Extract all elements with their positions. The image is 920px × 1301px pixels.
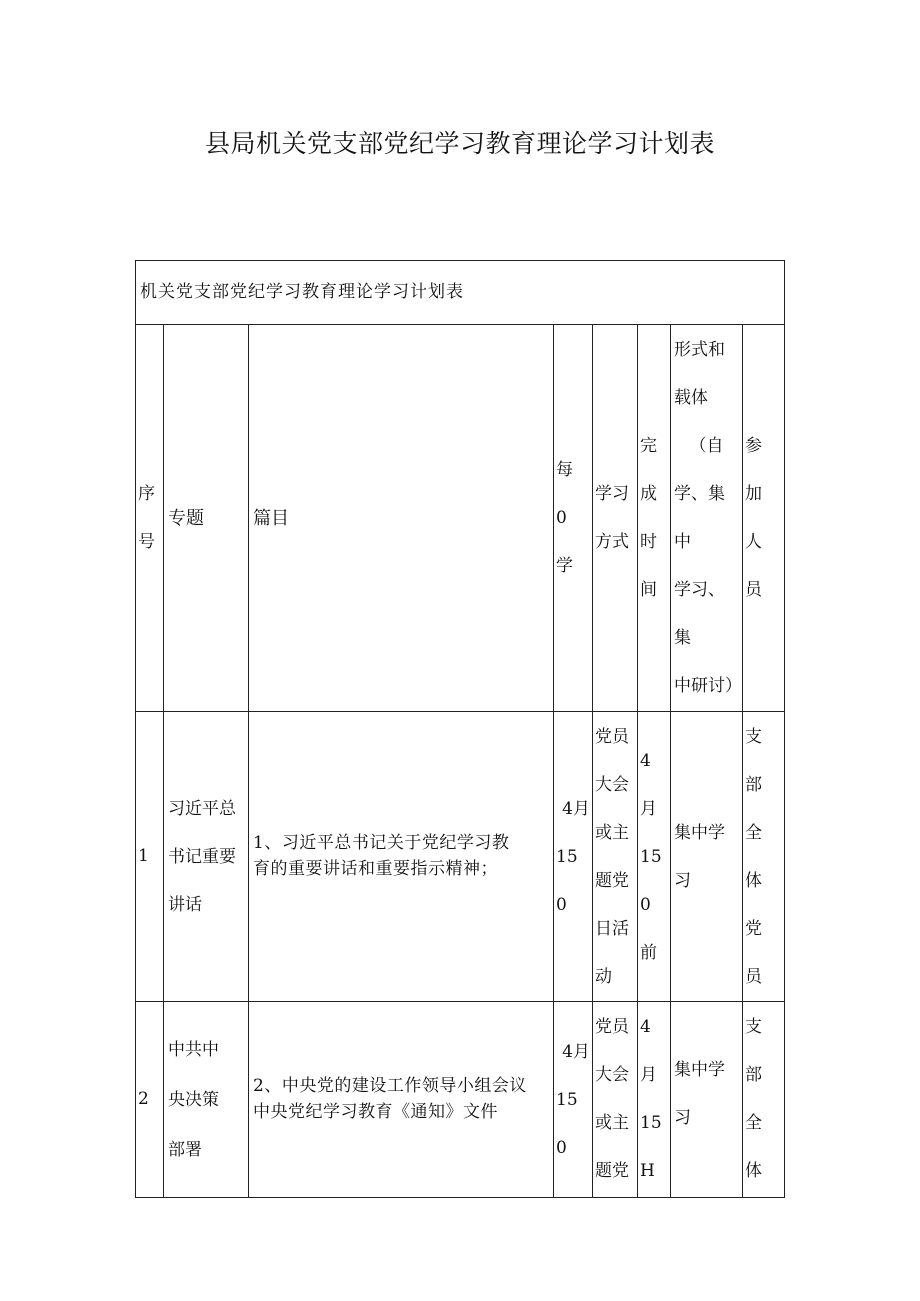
row1-col4: 4月 15 0 — [554, 712, 593, 1002]
row2-method: 党员 大会 或主 题党 — [593, 1002, 638, 1198]
row2-col4: 4月 15 0 — [554, 1002, 593, 1198]
header-method: 学习 方式 — [593, 325, 638, 712]
header-row — [136, 325, 785, 712]
row2-topic: 中共中 央决策 部署 — [164, 1002, 249, 1198]
row2-time: 4 月 15 H — [638, 1002, 671, 1198]
row1-people: 支 部 全 体 党 员 — [743, 712, 785, 1002]
row2-form: 集中学 习 — [671, 1002, 743, 1198]
header-topic: 专题 — [164, 325, 249, 712]
table-caption: 机关党支部党纪学习教育理论学习计划表 — [136, 261, 785, 325]
row1-form: 集中学 习 — [671, 712, 743, 1002]
header-article: 篇目 — [249, 325, 554, 712]
row1-method: 党员 大会 或主 题党 日活 动 — [593, 712, 638, 1002]
header-form: 形式和 载体 （自 学、集中 学习、集 中研讨） — [671, 325, 743, 712]
table-row — [136, 1002, 785, 1198]
row2-people: 支 部 全 体 — [743, 1002, 785, 1198]
row1-time: 4 月 15 0 前 — [638, 712, 671, 1002]
row2-article: 2、中央党的建设工作领导小组会议 中央党纪学习教育《通知》文件 — [249, 1002, 554, 1198]
row2-seq: 2 — [136, 1002, 164, 1198]
row1-topic: 习近平总 书记重要 讲话 — [164, 712, 249, 1002]
header-time: 完 成 时 间 — [638, 325, 671, 712]
plan-table-container — [135, 260, 784, 1198]
header-seq: 序 号 — [136, 325, 164, 712]
plan-table — [135, 260, 785, 1198]
header-people: 参 加 人 员 — [743, 325, 785, 712]
header-col4: 每 0 学 — [554, 325, 593, 712]
document-title: 县局机关党支部党纪学习教育理论学习计划表 — [204, 129, 715, 158]
row1-seq: 1 — [136, 712, 164, 1002]
row1-article: 1、习近平总书记关于党纪学习教 育的重要讲话和重要指示精神； — [249, 712, 554, 1002]
table-row — [136, 712, 785, 1002]
